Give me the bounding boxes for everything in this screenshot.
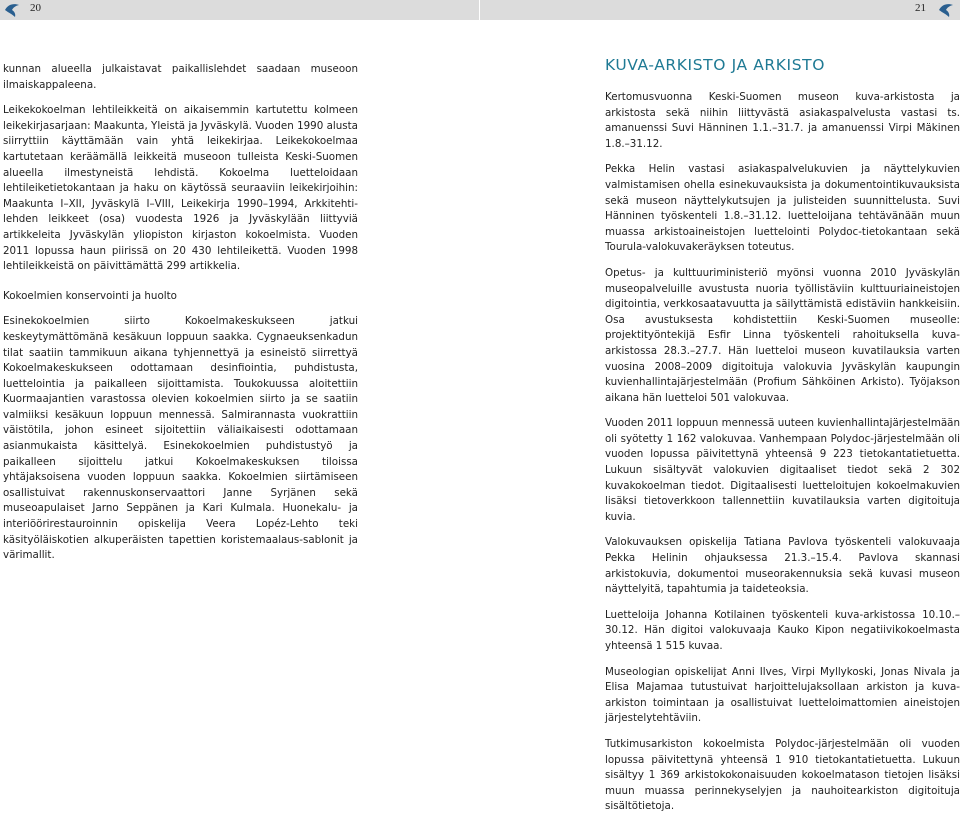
page-number-left: 20 (30, 2, 41, 14)
right-text-column (605, 56, 960, 825)
bird-logo-icon (3, 1, 21, 19)
paragraph: Museologian opiskelijat Anni Ilves, Virpi Myllykoski, Jonas Nivala ja Elisa Majamaa tutustuivat harjoittelujaksollaan arkiston ja kuva-arkiston toimintaan ja osallistuivat luetteloimattomien aineistojen järjestelytehtäviin. (605, 665, 960, 725)
page-header-bar (0, 0, 960, 20)
paragraph: kunnan alueella julkaistavat paikallislehdet saadaan museoon ilmaiskappaleena. (3, 63, 358, 91)
right-page-header (480, 0, 960, 20)
paragraph: Valokuvauksen opiskelija Tatiana Pavlova työskenteli valokuvaaja Pekka Helinin ohjauksessa 21.3.–15.4. Pavlova skannasi arkistokuvia, dokumentoi museorakennuksia sekä kuvasi museon näyttelyitä, tapahtumia ja taideteoksia. (605, 536, 960, 596)
page-number-right: 21 (915, 2, 926, 14)
left-page-header (0, 0, 480, 20)
paragraph: Vuoden 2011 loppuun mennessä uuteen kuvienhallintajärjestelmään oli syötetty 1 162 valokuvaa. Vanhempaan Polydoc-järjestelmään oli vuoden lopussa päivitettynä yhteensä 9 223 tietokantatietuetta. Lukuun sisältyvät valokuvien digitaaliset tiedot sekä 2 302 kuvakokoelman tiedot. Digitaalisesti luetteloitujen kokoelmakuvien lisäksi tietoverkkoon tallennettiin kuvatilauksia varten digitoituja kuvia. (605, 417, 960, 523)
section-heading: KUVA-ARKISTO JA ARKISTO (605, 56, 826, 74)
left-text-column (3, 62, 358, 574)
paragraph: Opetus- ja kulttuuriministeriö myönsi vuonna 2010 Jyväskylän museopalveluille avustusta nuoria työllistäviin kulttuuriaineistojen digitointia, verkkosaatavuutta ja säilyttämistä edistäviin hankkeisiin. Osa avustuksesta kohdistettiin Keski-Suomen museolle: projektityöntekijä Esfir Linna työskenteli rahoituksella kuva-arkistossa 28.3.–27.7. Hän luetteloi museon kuvatilauksia varten vuosina 2008–2009 digitoituja valokuvia Jyväskylän kaupungin kuvienhallintajärjestelmään (Profium Sähköinen Arkisto). Työjakson aikana hän luetteloi 501 valokuvaa. (605, 266, 960, 404)
bird-logo-icon (937, 1, 955, 19)
paragraph: Pekka Helin vastasi asiakaspalvelukuvien ja näyttelykuvien valmistamisen ohella esinekuvauksista ja dokumentointikuvauksista sekä museon näyttelykutsujen ja julisteiden suunnittelusta. Suvi Hänninen työskenteli 1.8.–31.12. luetteloijana tehtävänään muun muassa arkistoaineistojen luettelointi Polydoc-tietokantaan sekä Tourula-valokuvakeräyksen toteutus. (605, 163, 960, 254)
paragraph: Tutkimusarkiston kokoelmista Polydoc-järjestelmään oli vuoden lopussa päivitettynä yhteensä 1 910 tietokantatietuetta. Lukuun sisältyy 1 369 arkistokokonaisuuden kokoelmatason tietojen lisäksi muun muassa perinnekyselyjen ja nauhoitearkiston digitoituja sisältötietoja. (605, 737, 960, 813)
paragraph: Kertomusvuonna Keski-Suomen museon kuva-arkistosta ja arkistosta sekä niihin liittyvästä asiakaspalvelusta vastasi ts. amanuenssi Suvi Hänninen 1.1.–31.7. ja amanuenssi Virpi Mäkinen 1.8.–31.12. (605, 91, 960, 150)
paragraph: Luetteloija Johanna Kotilainen työskenteli kuva-arkistossa 10.10.–30.12. Hän digitoi valokuvaaja Kauko Kipon negatiivikokoelmasta yhteensä 1 515 kuvaa. (605, 608, 960, 652)
section-subheading: Kokoelmien konservointi ja huolto (3, 289, 177, 302)
paragraph: Leikekokoelman lehtileikkeitä on aikaisemmin kartutettu kolmeen leikekirjasarjaan: Maakunta, Yleistä ja Jyväskylä. Vuoden 1990 alusta siirryttiin käyttämään vain yhtä leikekirjaa. Leikekokoelmaa kartutetaan keräämällä leikkeitä museoon tulleista Keski-Suomen alueella ilmestyneistä lehdistä. Kokoelma luetteloidaan lehtileiketietokantaan ja haku on käytössä seuraaviin leikekirjoihin: Maakunta I–XII, Jyväskylä I–VIII, Leikekirja 1990–1994, Arkkitehti-lehden leikkeet (osa) vuodesta 1926 ja Jyväskylään liittyviä artikkeleita Jyväskylän yliopiston kirjaston kokoelmista. Vuoden 2011 lopussa haun piirissä on 20 430 lehtileikettä. Vuoden 1998 lehtileikkeistä on päivittämättä 299 artikkelia. (3, 104, 358, 273)
paragraph: Esinekokoelmien siirto Kokoelmakeskukseen jatkui keskeytymättömänä kesäkuun loppuun saakka. Cygnaeuksenkadun tilat saatiin tammikuun aikana tyhjennettyä ja esineistö siirrettyä Kokoelmakeskukseen odottamaan desinfiointia, puhdistusta, luettelointia ja paikalleen sijoittamista. Toukokuussa aloitettiin Kuormaajantien varastossa olevien kokoelmien siirto ja se saatiin valmiiksi kesäkuun loppuun mennessä. Salmirannasta vuokrattiin väistötila, johon esineet sijoitettiin väliaikaisesti odottamaan asianmukaista käsittelyä. Esinekokoelmien puhdistustyö ja paikalleen sijoittelu jatkui Kokoelmakeskuksen tiloissa yhtäjaksoisena vuoden loppuun saakka. Kokoelmien siirtämiseen osallistuivat rakennuskonservaattori Janne Syrjänen sekä museoapulaiset Jarno Seppänen ja Kari Kulmala. Huonekalu- ja interiöörirestauroinnin opiskelija Veera Lopéz-Lehto teki käsityöläiskotien alkuperäisten tapettien koristemaalaus-sablonit ja värimallit. (3, 315, 358, 562)
